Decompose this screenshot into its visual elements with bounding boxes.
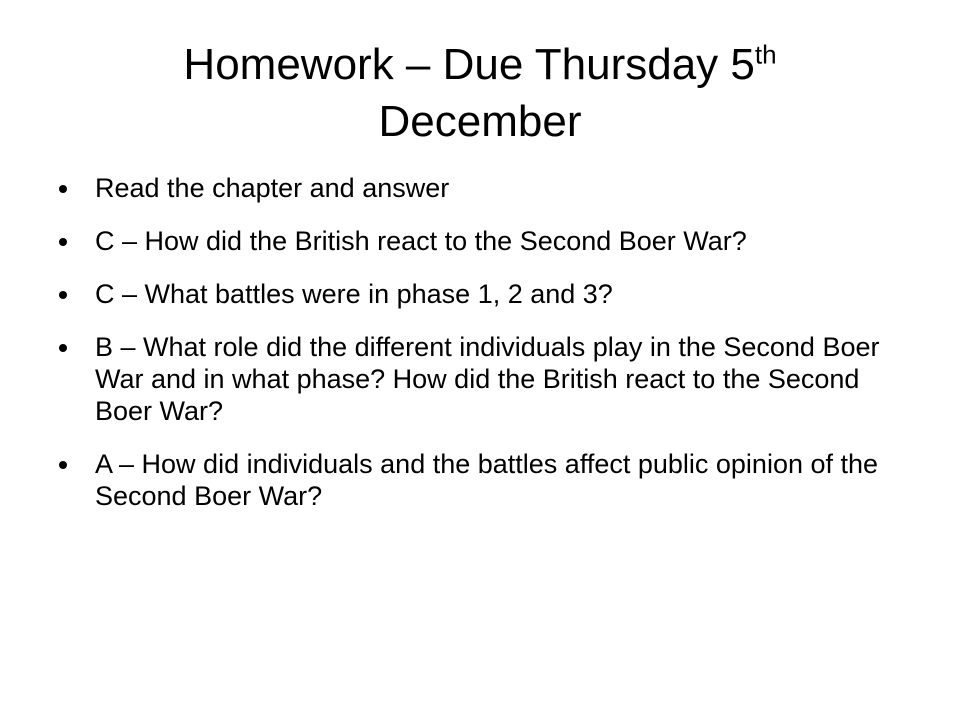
bullet-list: [58, 172, 888, 533]
bullet-dot-icon: [59, 185, 67, 193]
bullet-dot-icon: [59, 461, 67, 469]
bullet-item: [58, 448, 888, 512]
bullet-item: [58, 278, 888, 310]
bullet-text: B – What role did the different individuals play in the Second Boer War and in what phase? How did the British react to the Second Boer War?: [95, 332, 880, 426]
title-end: December: [378, 97, 582, 146]
title-main: Homework – Due Thursday 5: [183, 40, 755, 89]
bullet-text: Read the chapter and answer: [95, 173, 450, 203]
bullet-item: [58, 172, 888, 204]
bullet-dot-icon: [59, 291, 67, 299]
title-superscript: th: [754, 39, 777, 70]
bullet-text: C – What battles were in phase 1, 2 and 3?: [95, 279, 613, 309]
slide-title: [72, 36, 888, 150]
bullet-text: C – How did the British react to the Second Boer War?: [95, 226, 747, 256]
bullet-item: [58, 331, 888, 427]
bullet-text: A – How did individuals and the battles affect public opinion of the Second Boer War?: [95, 449, 879, 511]
bullet-dot-icon: [59, 238, 67, 246]
bullet-dot-icon: [59, 344, 67, 352]
bullet-item: [58, 225, 888, 257]
